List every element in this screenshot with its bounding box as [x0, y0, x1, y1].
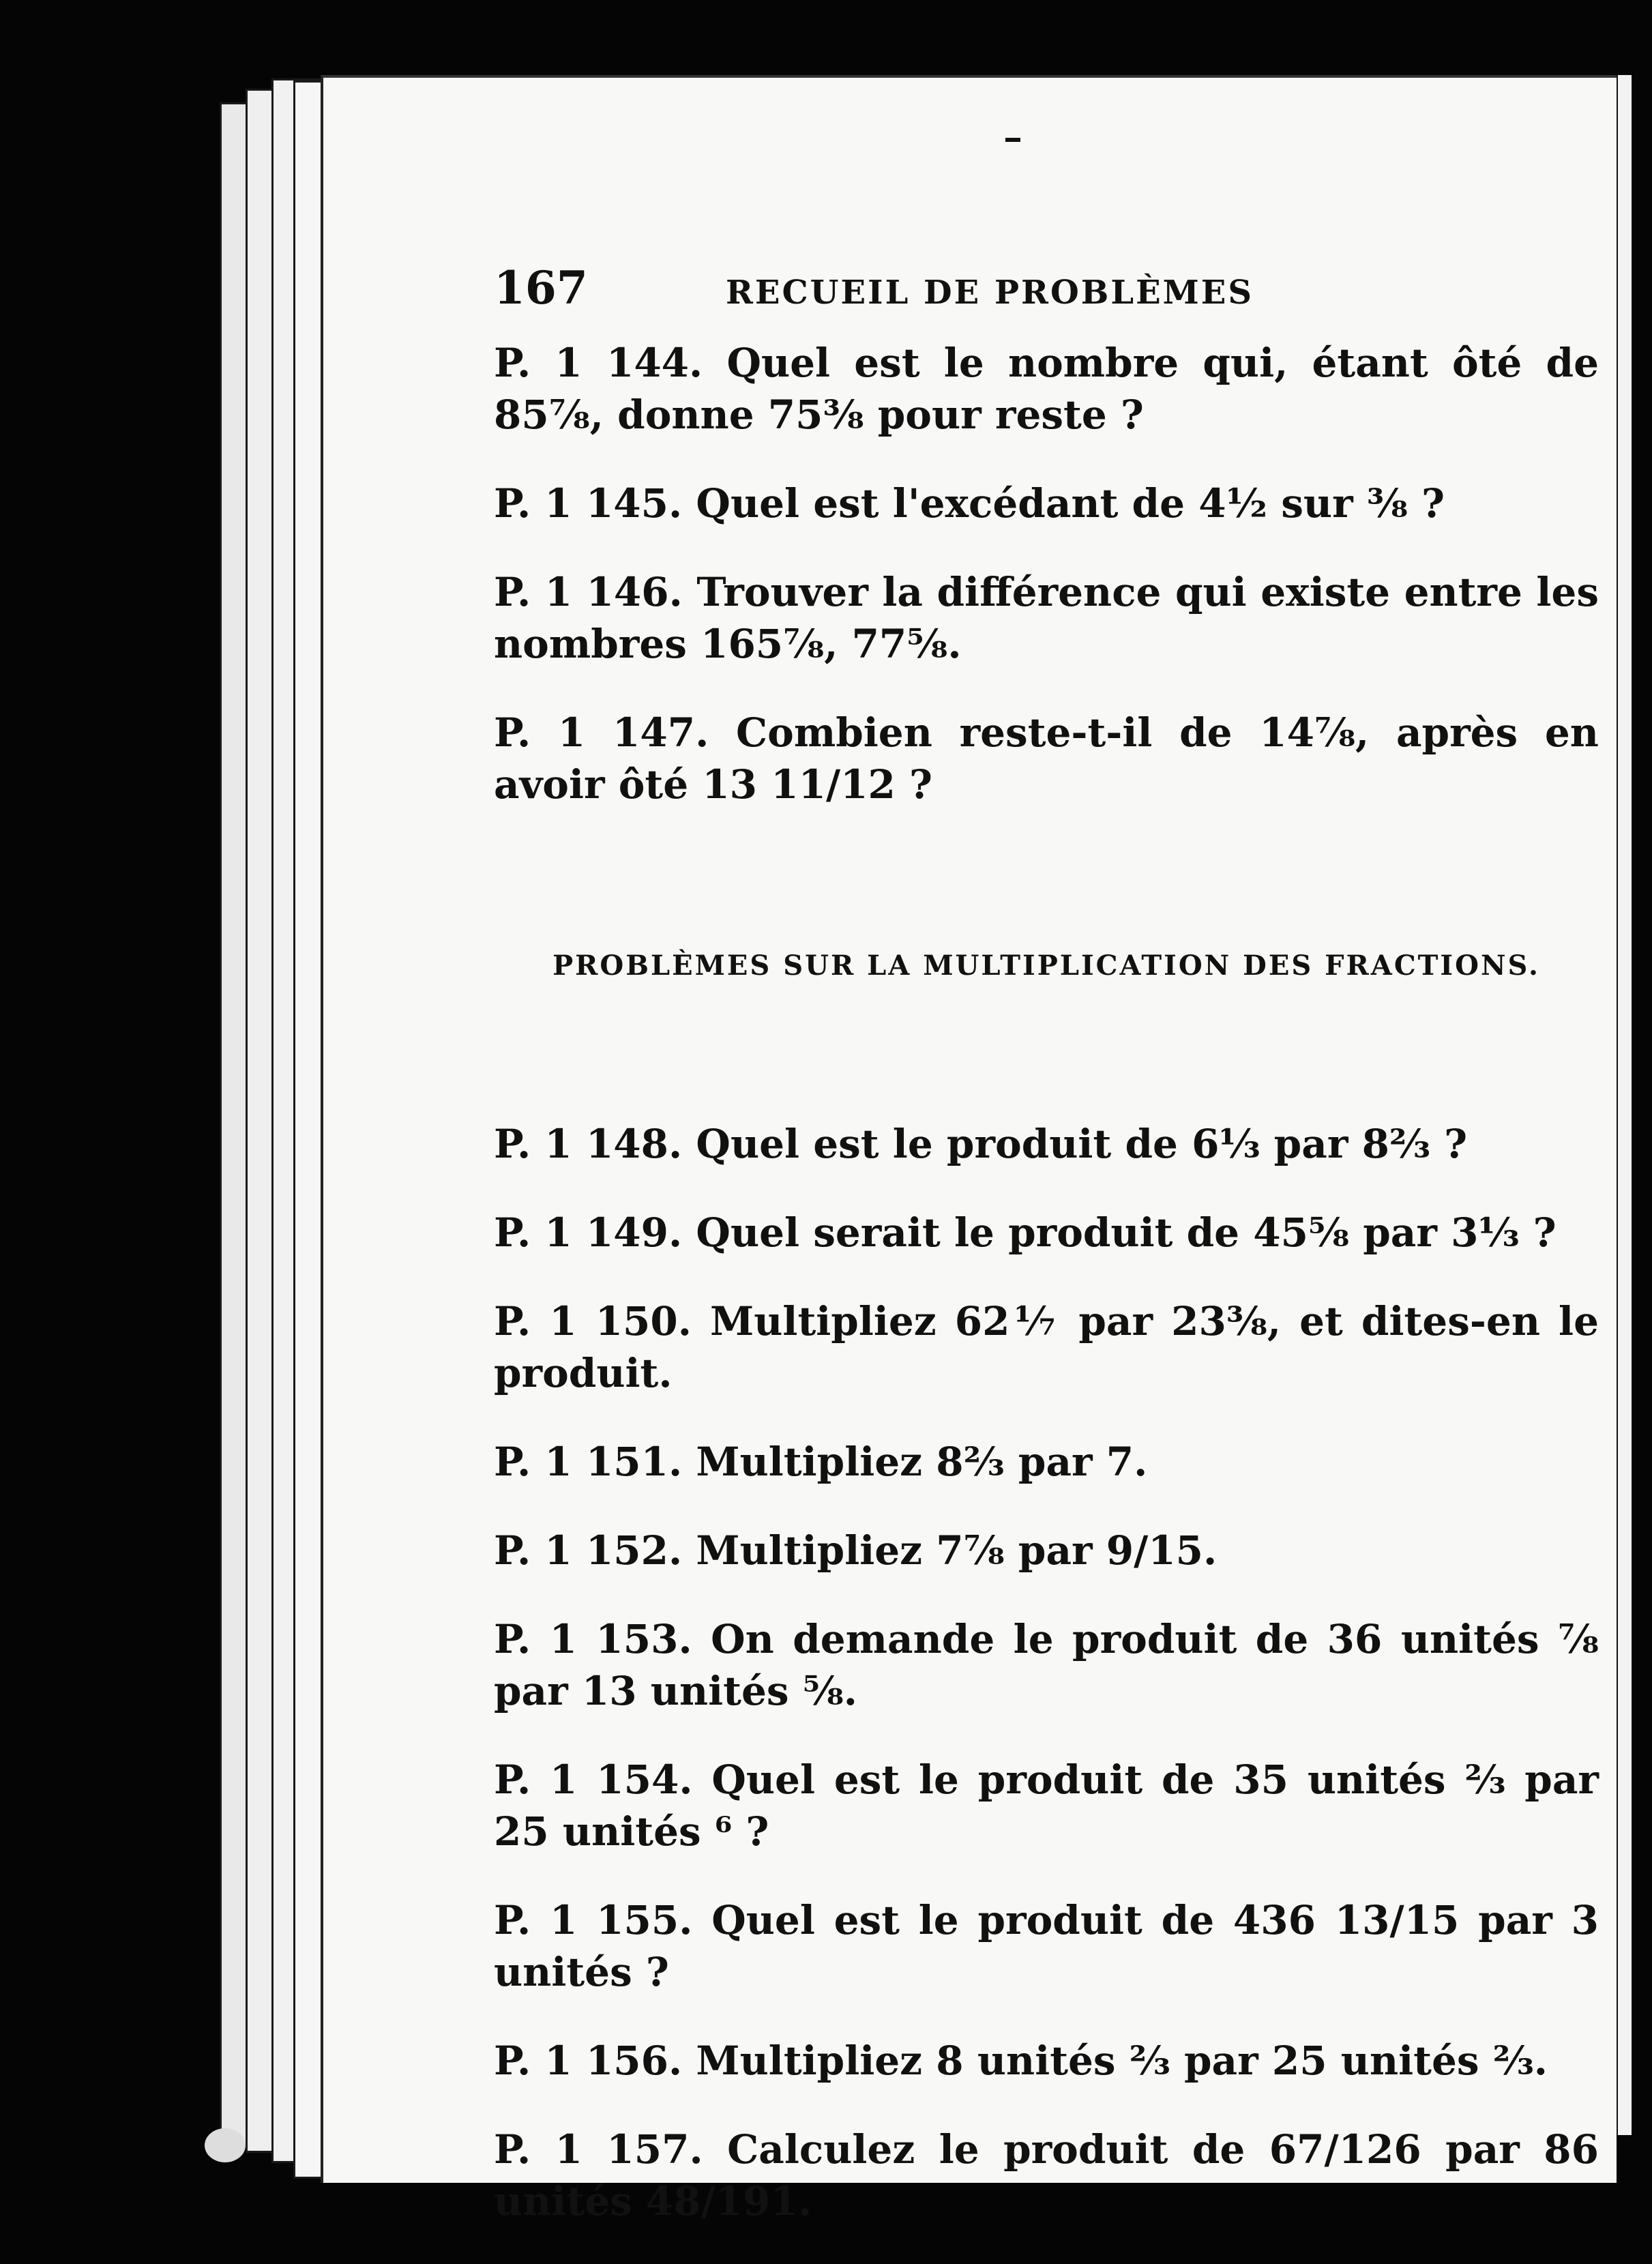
problem-text: Calculez le produit de 67/126 par 86 unités 48/191. — [494, 2126, 1599, 2224]
section-heading: PROBLÈMES SUR LA MULTIPLICATION DES FRACTIONS. — [552, 950, 1540, 982]
problem-text: Quel est l'excédant de 4½ sur ⅜ ? — [696, 480, 1445, 527]
problem-text: Combien reste-t-il de 14⅞, après en avoir ôté 13 11/12 ? — [494, 709, 1599, 808]
problem-id: P. 1 150. — [494, 1298, 692, 1344]
print-mark — [1005, 138, 1020, 142]
problem-item — [494, 1525, 1599, 1576]
problem-item — [494, 1754, 1599, 1857]
book-page — [321, 75, 1617, 2224]
problem-item — [494, 337, 1599, 441]
problem-item — [494, 1613, 1599, 1717]
problem-item — [494, 1207, 1599, 1259]
problem-text: Quel est le produit de 436 13/15 par 3 unités ? — [494, 1897, 1599, 1995]
facing-page-edge — [1615, 75, 1632, 2135]
problem-item — [494, 1436, 1599, 1488]
problem-text: On demande le produit de 36 unités ⅞ par 13 unités ⅝. — [494, 1616, 1599, 1714]
problem-item — [494, 707, 1599, 810]
problem-id: P. 1 155. — [494, 1897, 693, 1943]
problem-text: Trouver la différence qui existe entre les nombres 165⅞, 77⅝. — [494, 569, 1599, 667]
problem-id: P. 1 145. — [494, 480, 683, 527]
problem-id: P. 1 154. — [494, 1756, 693, 1803]
problem-text: Quel est le produit de 35 unités ⅔ par 25 unités ⁶ ? — [494, 1756, 1599, 1855]
problem-id: P. 1 153. — [494, 1616, 692, 1662]
problem-id: P. 1 157. — [494, 2126, 703, 2173]
problem-item — [494, 477, 1599, 529]
problem-id: P. 1 152. — [494, 1527, 683, 1574]
problem-item — [494, 1118, 1599, 1170]
problem-id: P. 1 146. — [494, 569, 683, 615]
problem-item — [494, 1894, 1599, 1998]
problem-text: Multipliez 8⅔ par 7. — [696, 1439, 1148, 1485]
problem-text: Quel est le nombre qui, étant ôté de 85⅞, donne 75⅜ pour reste ? — [494, 340, 1599, 438]
problem-item — [494, 1295, 1599, 1399]
problem-text: Multipliez 7⅞ par 9/15. — [696, 1527, 1218, 1574]
problem-id: P. 1 156. — [494, 2038, 683, 2084]
problem-text: Multipliez 8 unités ⅔ par 25 unités ⅔. — [696, 2038, 1548, 2084]
problem-id: P. 1 151. — [494, 1439, 683, 1485]
problem-id: P. 1 148. — [494, 1121, 683, 1167]
problem-text: Quel serait le produit de 45⅝ par 3⅓ ? — [696, 1209, 1557, 1256]
scan-speck — [205, 2128, 246, 2162]
page-number: 167 — [494, 261, 588, 314]
problem-item — [494, 566, 1599, 670]
page-text — [494, 262, 1599, 2264]
problem-text: Quel est le produit de 6⅓ par 8⅔ ? — [696, 1121, 1468, 1167]
problem-item — [494, 2123, 1599, 2227]
problem-item — [494, 2035, 1599, 2087]
problem-id: P. 1 144. — [494, 340, 703, 386]
problem-id: P. 1 147. — [494, 709, 709, 756]
problem-id: P. 1 149. — [494, 1209, 683, 1256]
problem-text: Multipliez 62⅐ par 23⅜, et dites-en le produit. — [494, 1298, 1599, 1396]
running-title: RECUEIL DE PROBLÈMES — [726, 274, 1254, 312]
page-header — [494, 262, 1599, 337]
